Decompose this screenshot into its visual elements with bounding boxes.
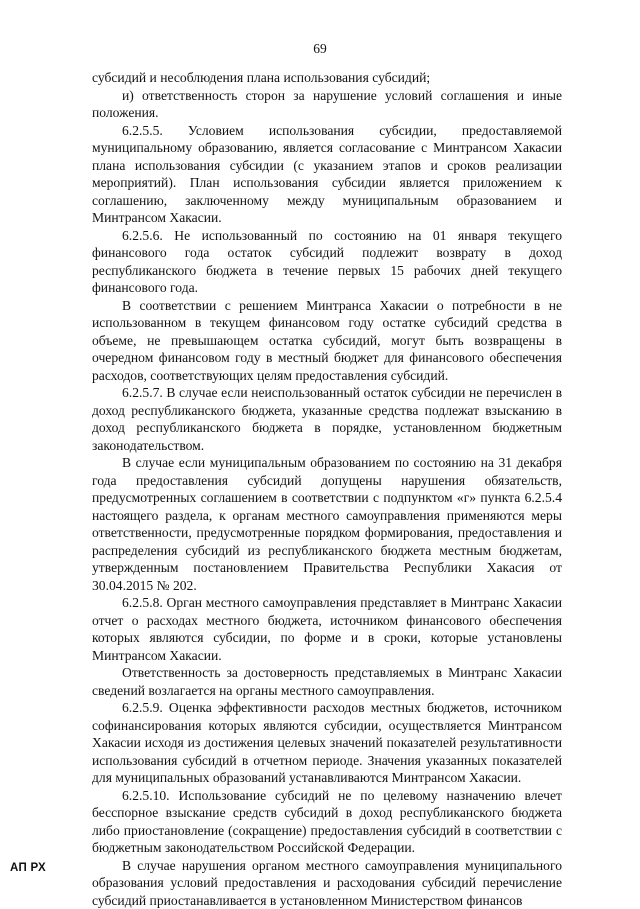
paragraph-6-2-5-8: 6.2.5.8. Орган местного самоуправления представляет в Минтранс Хакасии отчет о расходах местного бюджета, источником финансового обеспечения которых являются субсидии, по форме и в сроки, которые установлены Минтрансом Хакасии.: [92, 594, 562, 664]
document-body: [92, 69, 562, 909]
paragraph-6-2-5-6-cont: В соответствии с решением Минтранса Хакасии о потребности в не использованном в текущем финансовом году остатке субсидий средства в объеме, не превышающем остатка субсидий, могут быть возвращены в очередном финансовом году в местный бюджет для финансового обеспечения расходов, соответствующих целям предоставления субсидий.: [92, 297, 562, 385]
paragraph-continuation: субсидий и несоблюдения плана использования субсидий;: [92, 69, 562, 87]
paragraph-6-2-5-7-cont: В случае если муниципальным образованием по состоянию на 31 декабря года предоставления субсидий допущены нарушения обязательств, предусмотренных соглашением в соответствии с подпунктом «г» пункта 6.2.5.4 настоящего раздела, к органам местного самоуправления применяются меры ответственности, предусмотренные порядком формирования, предоставления и распределения субсидий из республиканского бюджета местным бюджетам, утвержденным постановлением Правительства Республики Хакасия от 30.04.2015 № 202.: [92, 454, 562, 594]
paragraph-6-2-5-7: 6.2.5.7. В случае если неиспользованный остаток субсидии не перечислен в доход республиканского бюджета, указанные средства подлежат взысканию в доход республиканского бюджета в порядке, установленном бюджетным законодательством.: [92, 384, 562, 454]
paragraph-6-2-5-10: 6.2.5.10. Использование субсидий не по целевому назначению влечет бесспорное взыскание средств субсидий в доход республиканского бюджета либо приостановление (сокращение) предоставления субсидий в соответствии с бюджетным законодательством Российской Федерации.: [92, 787, 562, 857]
paragraph-6-2-5-10-cont: В случае нарушения органом местного самоуправления муниципального образования условий предоставления и расходования субсидий перечисление субсидий приостанавливается в установленном Министерством финансов: [92, 857, 562, 909]
paragraph-6-2-5-9: 6.2.5.9. Оценка эффективности расходов местных бюджетов, источником софинансирования которых являются субсидии, осуществляется Минтрансом Хакасии исходя из достижения целевых значений показателей результативности использования субсидий в отчетном периоде. Значения указанных показателей для муниципальных образований устанавливаются Минтрансом Хакасии.: [92, 699, 562, 787]
paragraph-item-i: и) ответственность сторон за нарушение условий соглашения и иные положения.: [92, 87, 562, 122]
paragraph-6-2-5-6: 6.2.5.6. Не использованный по состоянию на 01 января текущего финансового года остаток субсидий подлежит возврату в доход республиканского бюджета в течение первых 15 рабочих дней текущего финансового года.: [92, 227, 562, 297]
page-number: 69: [0, 41, 640, 57]
footer-mark: АП РХ: [10, 862, 46, 874]
paragraph-6-2-5-8-cont: Ответственность за достоверность представляемых в Минтранс Хакасии сведений возлагается на органы местного самоуправления.: [92, 664, 562, 699]
paragraph-6-2-5-5: 6.2.5.5. Условием использования субсидии, предоставляемой муниципальному образованию, является согласование с Минтрансом Хакасии плана использования субсидии (с указанием этапов и сроков реализации мероприятий). План использования субсидии является приложением к соглашению, заключенному между муниципальным образованием и Минтрансом Хакасии.: [92, 122, 562, 227]
